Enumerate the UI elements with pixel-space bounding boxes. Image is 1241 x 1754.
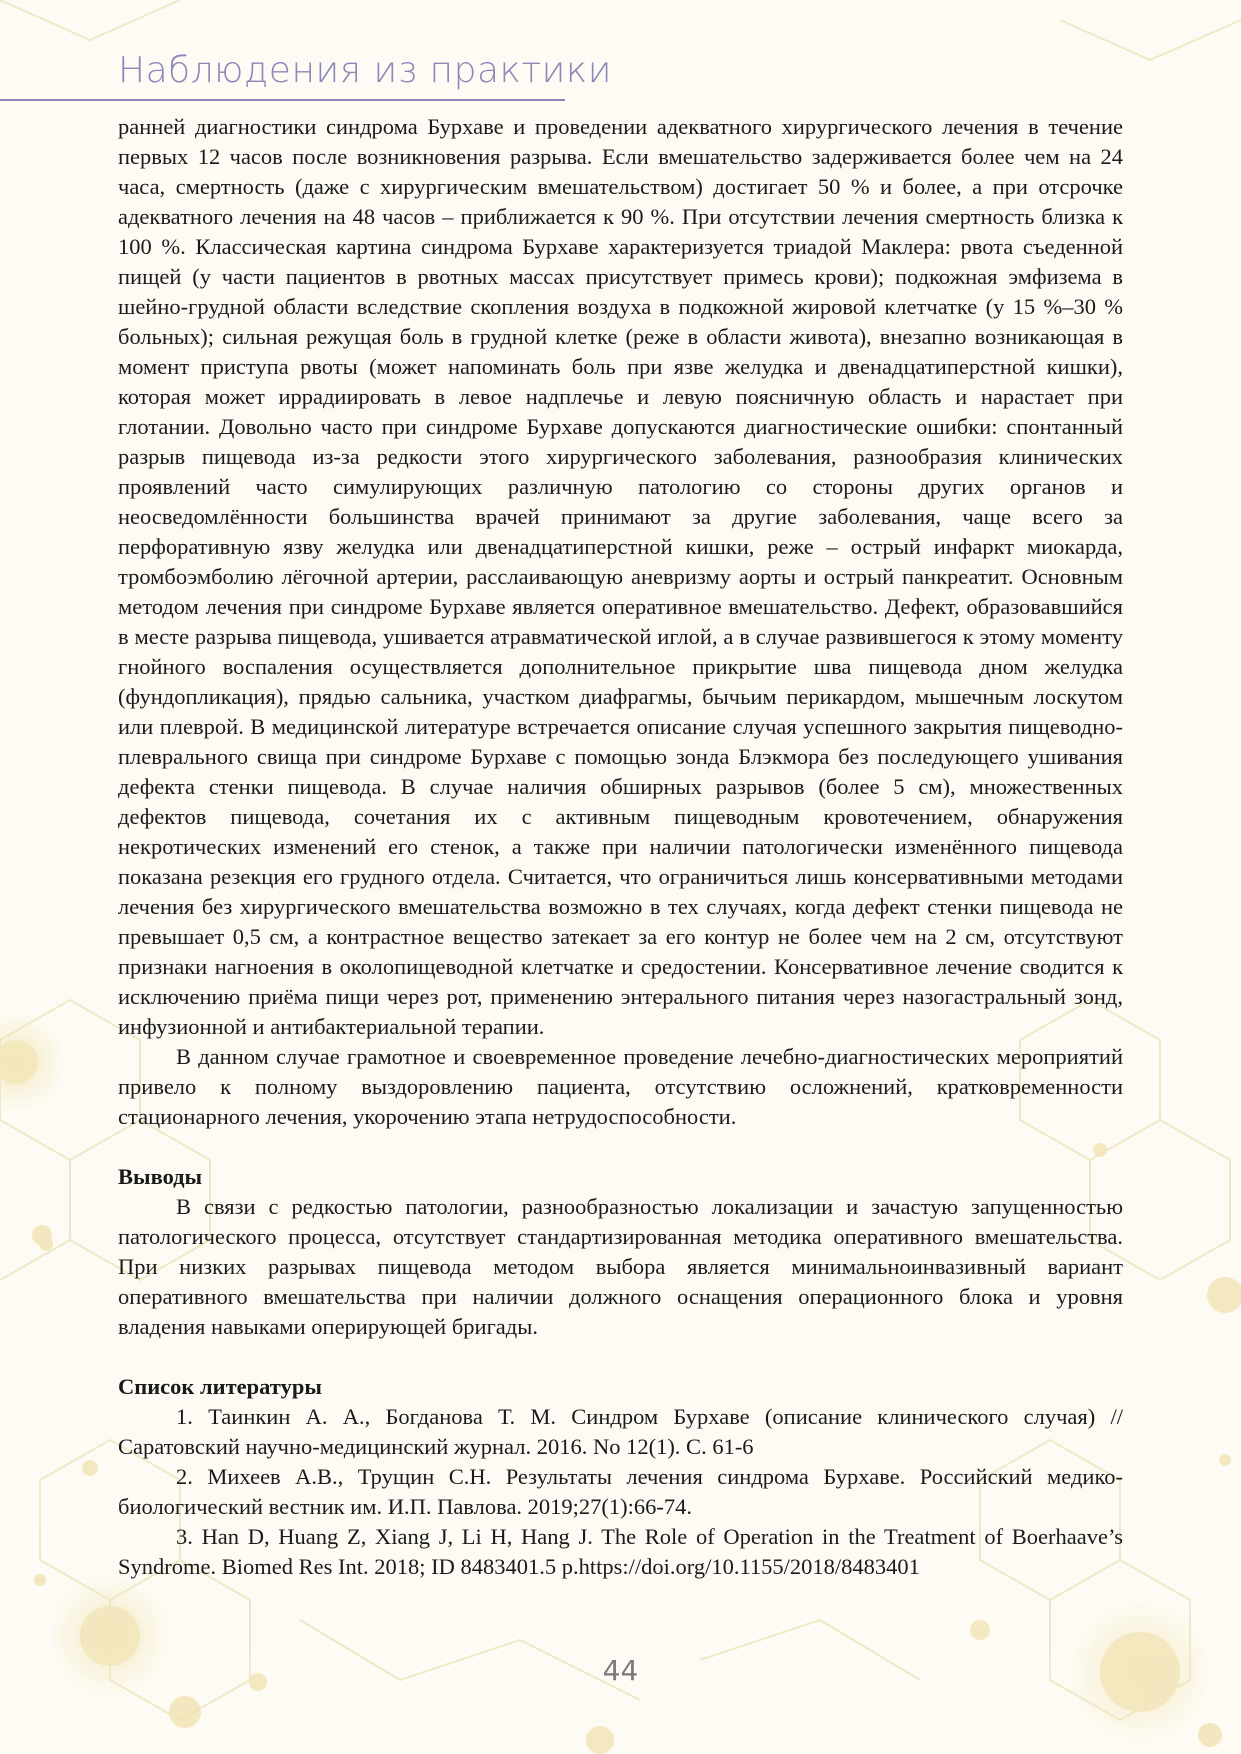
body-paragraph-1: ранней диагностики синдрома Бурхаве и проведении адекватного хирургического лечения в течение первых 12 часов после возникновения разрыва. Если вмешательство задерживается более чем на 24 часа, смертность (даже с хирургическим вмешательством) достигает 50 % и более, а при отсрочке адекватного лечения на 48 часов – приближается к 90 %. При отсутствии лечения смертность близка к 100 %. Классическая картина синдрома Бурхаве характеризуется триадой Маклера: рвота съеденной пищей (у части пациентов в рвотных массах присутствует примесь крови); подкожная эмфизема в шейно-грудной области вследствие скопления воздуха в подкожной жировой клетчатке (у 15 %–30 % больных); сильная режущая боль в грудной клетке (реже в области живота), внезапно возникающая в момент приступа рвоты (может напоминать боль при язве желудка и двенадцатиперстной кишки), которая может иррадиировать в левое надплечье и левую поясничную область и нарастает при глотании. Довольно часто при синдроме Бурхаве допускаются диагностические ошибки: спонтанный разрыв пищевода из-за редкости этого хирургического заболевания, разнообразия клинических проявлений часто симулирующих различную патологию со стороны других органов и неосведомлённости большинства врачей принимают за другие заболевания, чаще всего за перфоративную язву желудка или двенадцатиперстной кишки, реже – острый инфаркт миокарда, тромбоэмболию лёгочной артерии, расслаивающую аневризму аорты и острый панкреатит. Основным методом лечения при синдроме Бурхаве является оперативное вмешательство. Дефект, образовавшийся в месте разрыва пищевода, ушивается атравматической иглой, а в случае развившегося к этому моменту гнойного воспаления осуществляется дополнительное прикрытие шва пищевода дном желудка (фундопликация), прядью сальника, участком диафрагмы, бычьим перикардом, мышечным лоскутом или плеврой. В медицинской литературе встречается описание случая успешного закрытия пищеводно-плеврального свища при синдроме Бурхаве с помощью зонда Блэкмора без последующего ушивания дефекта стенки пищевода. В случае наличия обширных разрывов (более 5 см), множественных дефектов пищевода, сочетания их с активным пищеводным кровотечением, обнаружения некротических изменений его стенок, а также при наличии патологически изменённого пищевода показана резекция его грудного отдела. Считается, что ограничиться лишь консервативными методами лечения без хирургического вмешательства возможно в тех случаях, когда дефект стенки пищевода не превышает 0,5 см, а контрастное вещество затекает за его контур не более чем на 2 см, отсутствуют признаки нагноения в околопищеводной клетчатке и средостении. Консервативное лечение сводится к исключению приёма пищи через рот, применению энтерального питания через назогастральный зонд, инфузионной и антибактериальной терапии. [118, 114, 1123, 1039]
article-body [118, 112, 1123, 1582]
body-paragraph-2: В данном случае грамотное и своевременное проведение лечебно-диагностических мероприятий привело к полному выздоровлению пациента, отсутствию осложнений, кратковременности стационарного лечения, укорочению этапа нетрудоспособности. [118, 1044, 1123, 1129]
reference-item-2: 2. Михеев А.В., Трущин С.Н. Результаты лечения синдрома Бурхаве. Российский медико-биологический вестник им. И.П. Павлова. 2019;27(1):66-74. [118, 1464, 1123, 1519]
conclusions-text: В связи с редкостью патологии, разнообразностью локализации и зачастую запущенностью патологического процесса, отсутствует стандартизированная методика оперативного вмешательства. При низких разрывах пищевода методом выбора является минимальноинвазивный вариант оперативного вмешательства при наличии должного оснащения операционного блока и уровня владения навыками оперирующей бригады. [118, 1194, 1123, 1339]
header-rule [0, 99, 565, 101]
reference-item-3: 3. Han D, Huang Z, Xiang J, Li H, Hang J. The Role of Operation in the Treatment of Boerhaave’s Syndrome. Biomed Res Int. 2018; ID 8483401.5 p.https://doi.org/10.1155/2018/8483401 [118, 1524, 1123, 1579]
references-heading: Список литературы [118, 1374, 322, 1399]
page-number: 44 [602, 1654, 639, 1687]
conclusions-heading: Выводы [118, 1164, 203, 1189]
references-list [118, 1402, 1123, 1582]
running-header-title: Наблюдения из практики [118, 50, 612, 91]
reference-item-1: 1. Таинкин А. А., Богданова Т. М. Синдром Бурхаве (описание клинического случая) // Саратовский научно-медицинский журнал. 2016. No 12(1). С. 61-6 [118, 1404, 1123, 1459]
